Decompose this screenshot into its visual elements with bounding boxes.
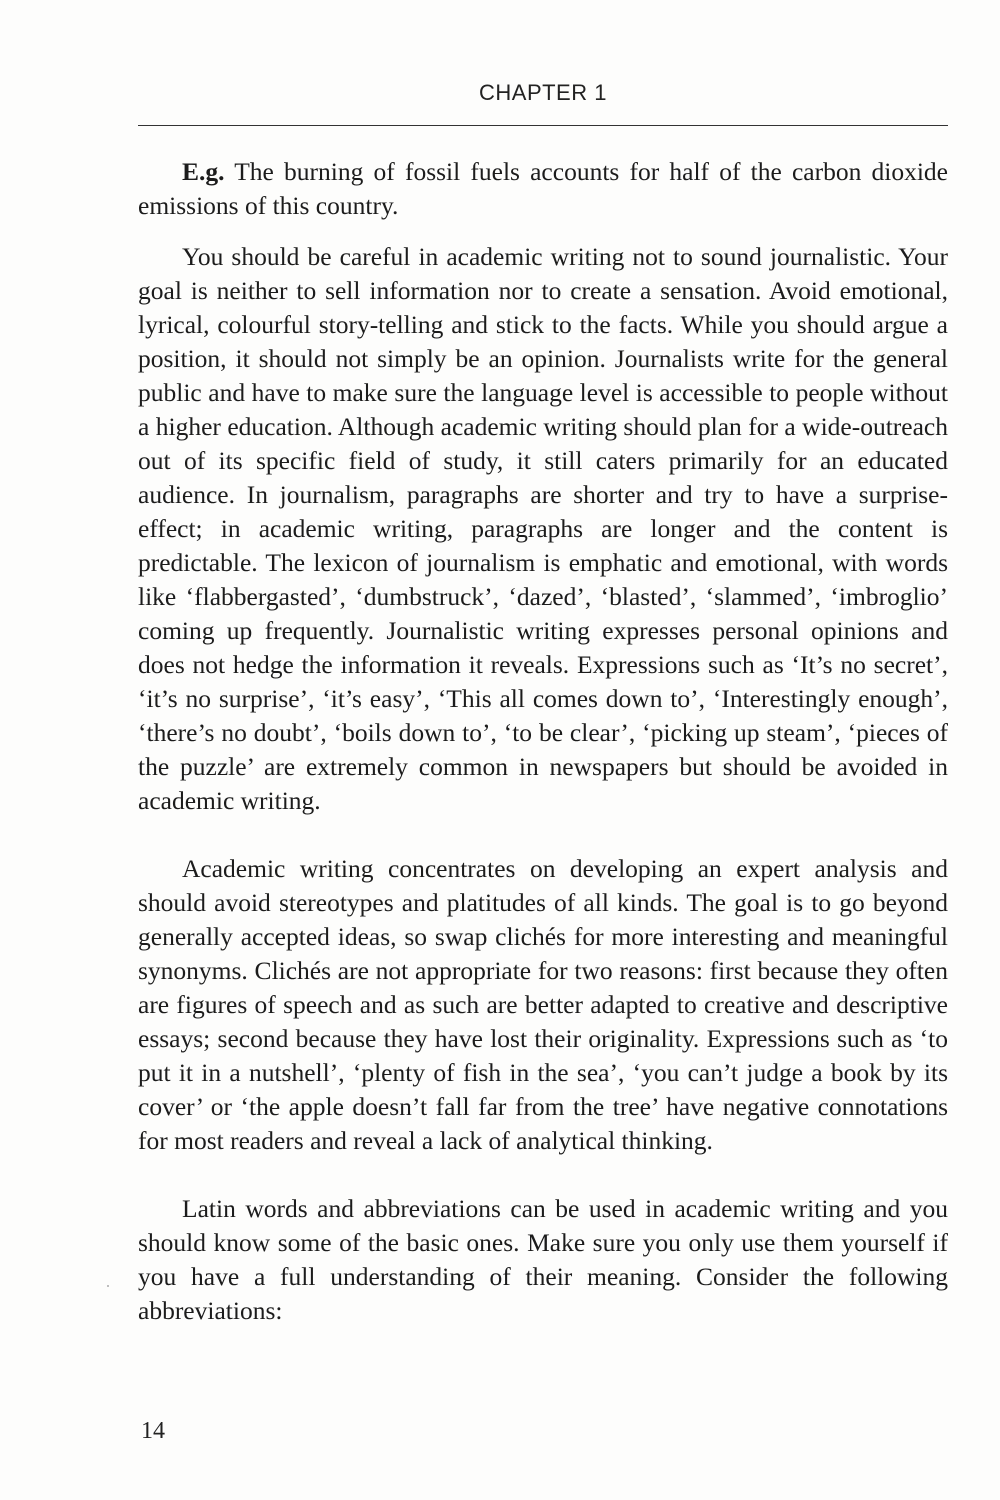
- scan-speck: [107, 1285, 109, 1287]
- example-text: The burning of fossil fuels accounts for half of the carbon dioxide emissions of this country.: [138, 157, 948, 220]
- example-paragraph: [138, 155, 948, 223]
- body-text: [138, 155, 948, 1328]
- journalistic-style-paragraph: You should be careful in academic writing not to sound journalistic. Your goal is neither to sell information nor to create a sensation. Avoid emotional, lyrical, colourful story-telling and stick to the facts. While you should argue a position, it should not simply be an opinion. Journalists write for the general public and have to make sure the language level is accessible to people without a higher education. Although academic writing should plan for a wide-outreach out of its specific field of study, it still caters primarily for an educated audience. In journalism, paragraphs are shorter and try to have a surprise-effect; in academic writing, paragraphs are longer and the content is predictable. The lexicon of journalism is emphatic and emotional, with words like ‘flabbergasted’, ‘dumbstruck’, ‘dazed’, ‘blasted’, ‘slammed’, ‘imbroglio’ coming up frequently. Journalistic writing expresses personal opinions and does not hedge the information it reveals. Expressions such as ‘It’s no secret’, ‘it’s no surprise’, ‘it’s easy’, ‘This all comes down to’, ‘Interestingly enough’, ‘there’s no doubt’, ‘boils down to’, ‘to be clear’, ‘picking up steam’, ‘pieces of the puzzle’ are extremely common in newspapers but should be avoided in academic writing.: [138, 242, 948, 815]
- page-number: 14: [141, 1418, 165, 1444]
- header-rule: [138, 125, 948, 126]
- cliches-paragraph: Academic writing concentrates on developing an expert analysis and should avoid stereotypes and platitudes of all kinds. The goal is to go beyond generally accepted ideas, so swap clichés for more interesting and meaningful synonyms. Clichés are not appropriate for two reasons: first because they often are figures of speech and as such are better adapted to creative and descriptive essays; second because they have lost their originality. Expressions such as ‘to put it in a nutshell’, ‘plenty of fish in the sea’, ‘you can’t judge a book by its cover’ or ‘the apple doesn’t fall far from the tree’ have negative connotations for most readers and reveal a lack of analytical thinking.: [138, 854, 948, 1155]
- example-label: E.g.: [182, 157, 225, 186]
- latin-abbreviations-paragraph: Latin words and abbreviations can be used in academic writing and you should know some of the basic ones. Make sure you only use them yourself if you have a full understanding of their meaning. Consider the following abbreviations:: [138, 1194, 948, 1325]
- running-head: CHAPTER 1: [479, 80, 607, 105]
